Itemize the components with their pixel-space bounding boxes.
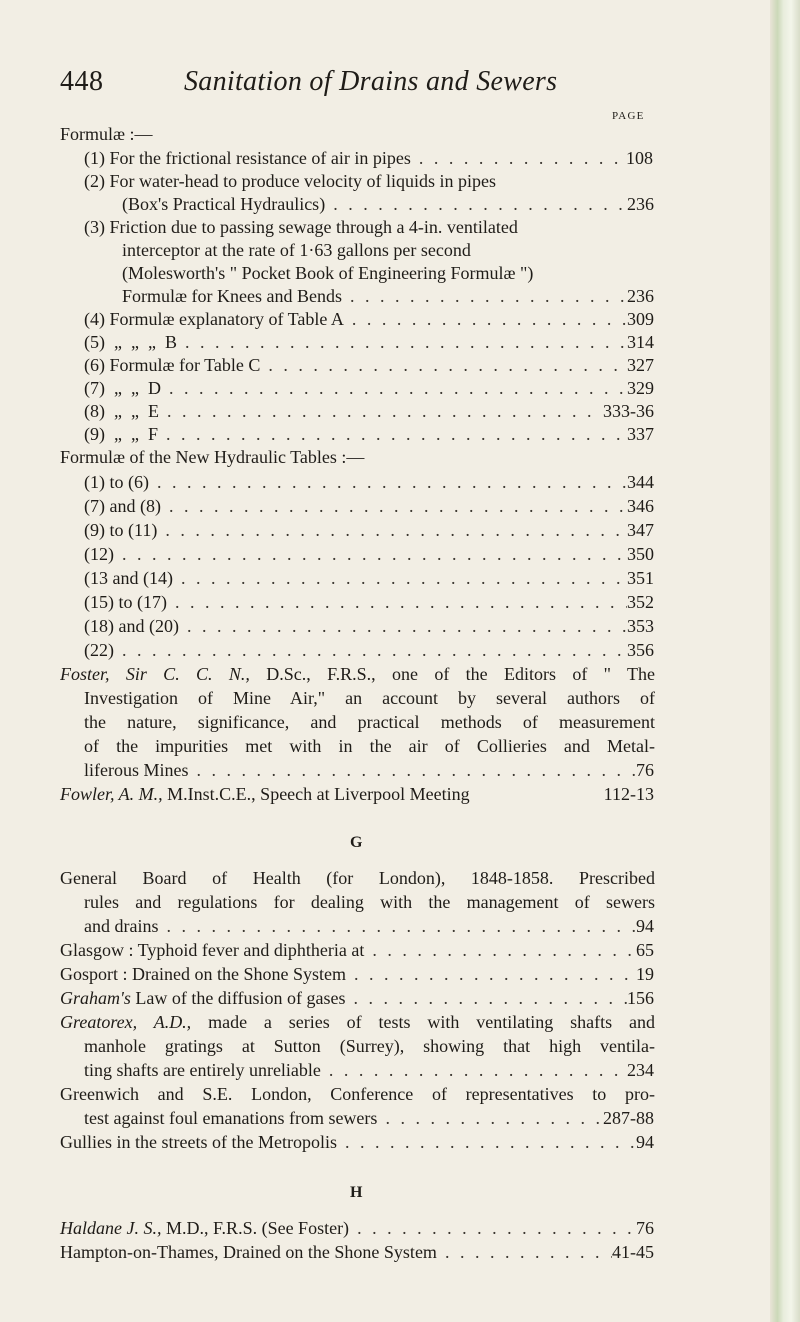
section-letter-h: H <box>350 1184 363 1201</box>
entry-label <box>60 1218 349 1239</box>
index-entry <box>84 520 654 544</box>
index-entry <box>84 472 654 496</box>
book-page-edge <box>770 0 800 1322</box>
index-entry <box>84 148 653 172</box>
index-entry <box>84 378 654 402</box>
entry-label: Hampton-on-Thames, Drained on the Shone System <box>60 1242 437 1262</box>
entry-page: 65 <box>636 940 654 960</box>
index-entry: (3) Friction due to passing sewage through a 4-in. ventilated <box>84 217 518 237</box>
index-entry: interceptor at the rate of 1·63 gallons per second <box>122 240 471 260</box>
entry-page: 108 <box>626 148 653 168</box>
entry-page: 236 <box>627 286 654 306</box>
entry-text: Greenwich and S.E. London, Conference of representatives to pro- <box>60 1084 655 1104</box>
entry-label: (1) to (6) <box>84 472 149 492</box>
index-entry-graham <box>60 988 654 1012</box>
entry-page: 236 <box>627 194 654 214</box>
index-entry <box>84 1060 654 1084</box>
index-entry <box>84 616 654 640</box>
entry-page: 309 <box>627 309 654 329</box>
entry-page: 19 <box>636 964 654 984</box>
index-entry <box>84 544 654 568</box>
entry-label: (1) For the frictional resistance of air in pipes <box>84 148 411 168</box>
entry-page: 327 <box>627 355 654 375</box>
entry-label: (7) and (8) <box>84 496 161 516</box>
entry-label: Gosport : Drained on the Shone System <box>60 964 346 984</box>
author-name: Greatorex, A.D., <box>60 1012 192 1032</box>
entry-label: liferous Mines <box>84 760 189 780</box>
entry-text: made a series of tests with ventilating shafts and <box>208 1012 655 1032</box>
author-name: Haldane J. S., <box>60 1218 162 1238</box>
entry-page: 41-45 <box>612 1242 654 1262</box>
entry-page: 112-13 <box>603 784 654 804</box>
entry-label: (22) <box>84 640 114 660</box>
section-letter-g: G <box>350 834 363 851</box>
entry-label: test against foul emanations from sewers <box>84 1108 378 1128</box>
entry-page: 94 <box>636 1132 654 1152</box>
entry-page: 356 <box>627 640 654 660</box>
index-entry <box>84 916 654 940</box>
entry-page: 76 <box>636 760 654 780</box>
author-name: Fowler, A. M., <box>60 784 163 804</box>
new-tables-heading: Formulæ of the New Hydraulic Tables :— <box>60 447 365 467</box>
entry-page: 329 <box>627 378 654 398</box>
entry-text: Law of the diffusion of gases <box>135 988 346 1008</box>
entry-label: Formulæ for Knees and Bends <box>122 286 342 306</box>
index-entry <box>84 592 654 616</box>
index-entry <box>84 640 654 664</box>
entry-label <box>60 784 470 805</box>
entry-text: the nature, significance, and practical methods of measurement <box>84 712 655 732</box>
entry-label: (9) to (11) <box>84 520 158 540</box>
index-entry-fowler <box>60 784 654 808</box>
entry-text: of the impurities met with in the air of Collieries and Metal- <box>84 736 655 756</box>
index-entry <box>84 568 654 592</box>
entry-label: (6) Formulæ for Table C <box>84 355 261 375</box>
index-entry-gosport <box>60 964 654 988</box>
entry-page: 350 <box>627 544 654 564</box>
entry-label: (9) „ „ F <box>84 424 158 444</box>
entry-text: rules and regulations for dealing with the management of sewers <box>84 892 655 912</box>
entry-page: 352 <box>627 592 654 612</box>
index-entry-glasgow <box>60 940 654 964</box>
entry-page: 156 <box>627 988 654 1008</box>
entry-page: 344 <box>627 472 654 492</box>
entry-label: (7) „ „ D <box>84 378 161 398</box>
index-entry-foster <box>60 664 655 688</box>
running-title: Sanitation of Drains and Sewers <box>184 66 558 97</box>
entry-text: manhole gratings at Sutton (Surrey), showing that high ventila- <box>84 1036 655 1056</box>
entry-label: (13 and (14) <box>84 568 173 588</box>
entry-text: M.Inst.C.E., Speech at Liverpool Meeting <box>167 784 470 804</box>
index-entry: (2) For water-head to produce velocity of liquids in pipes <box>84 171 497 191</box>
index-entry <box>84 332 654 356</box>
entry-page: 347 <box>627 520 654 540</box>
entry-label: and drains <box>84 916 159 936</box>
entry-label: (Box's Practical Hydraulics) <box>122 194 326 214</box>
entry-page: 314 <box>627 332 654 352</box>
page-column-label: PAGE <box>612 110 645 122</box>
index-entry <box>84 401 654 425</box>
author-name: Graham's <box>60 988 131 1008</box>
entry-label: (4) Formulæ explanatory of Table A <box>84 309 344 329</box>
index-entry <box>84 496 654 520</box>
page-number: 448 <box>60 66 104 97</box>
entry-page: 234 <box>627 1060 654 1080</box>
entry-page: 94 <box>636 916 654 936</box>
entry-text: Investigation of Mine Air," an account by several authors of <box>84 688 655 708</box>
entry-text: General Board of Health (for London), 1848-1858. Prescribed <box>60 868 655 888</box>
running-head <box>60 66 660 102</box>
index-entry <box>84 760 654 784</box>
entry-label: (12) <box>84 544 114 564</box>
entry-page: 337 <box>627 424 654 444</box>
entry-page: 76 <box>636 1218 654 1238</box>
index-entry <box>122 194 654 218</box>
index-entry <box>84 309 654 333</box>
entry-label: Gullies in the streets of the Metropolis <box>60 1132 337 1152</box>
entry-text: D.Sc., F.R.S., one of the Editors of " The <box>266 664 655 684</box>
index-entry-greatorex <box>60 1012 655 1036</box>
index-entry-gullies <box>60 1132 654 1156</box>
author-name: Foster, Sir C. C. N., <box>60 664 250 684</box>
entry-text: M.D., F.R.S. (See Foster) <box>165 1218 350 1238</box>
index-entry <box>84 424 654 448</box>
index-entry <box>84 355 654 379</box>
entry-page: 287-88 <box>603 1108 654 1128</box>
index-entry-haldane <box>60 1218 654 1242</box>
formulae-heading: Formulæ :— <box>60 124 153 144</box>
entry-label: (15) to (17) <box>84 592 167 612</box>
entry-page: 346 <box>627 496 654 516</box>
index-entry: (Molesworth's " Pocket Book of Engineering Formulæ ") <box>122 263 534 283</box>
entry-label: Glasgow : Typhoid fever and diphtheria at <box>60 940 365 960</box>
entry-label: ting shafts are entirely unreliable <box>84 1060 321 1080</box>
index-entry <box>122 286 654 310</box>
entry-page: 351 <box>627 568 654 588</box>
entry-label: (8) „ „ E <box>84 401 159 421</box>
index-entry <box>84 1108 654 1132</box>
entry-label <box>60 988 345 1009</box>
entry-page: 353 <box>627 616 654 636</box>
entry-page: 333-36 <box>603 401 654 421</box>
entry-label: (18) and (20) <box>84 616 179 636</box>
index-entry-hampton <box>60 1242 654 1266</box>
entry-label: (5) „ „ „ B <box>84 332 177 352</box>
